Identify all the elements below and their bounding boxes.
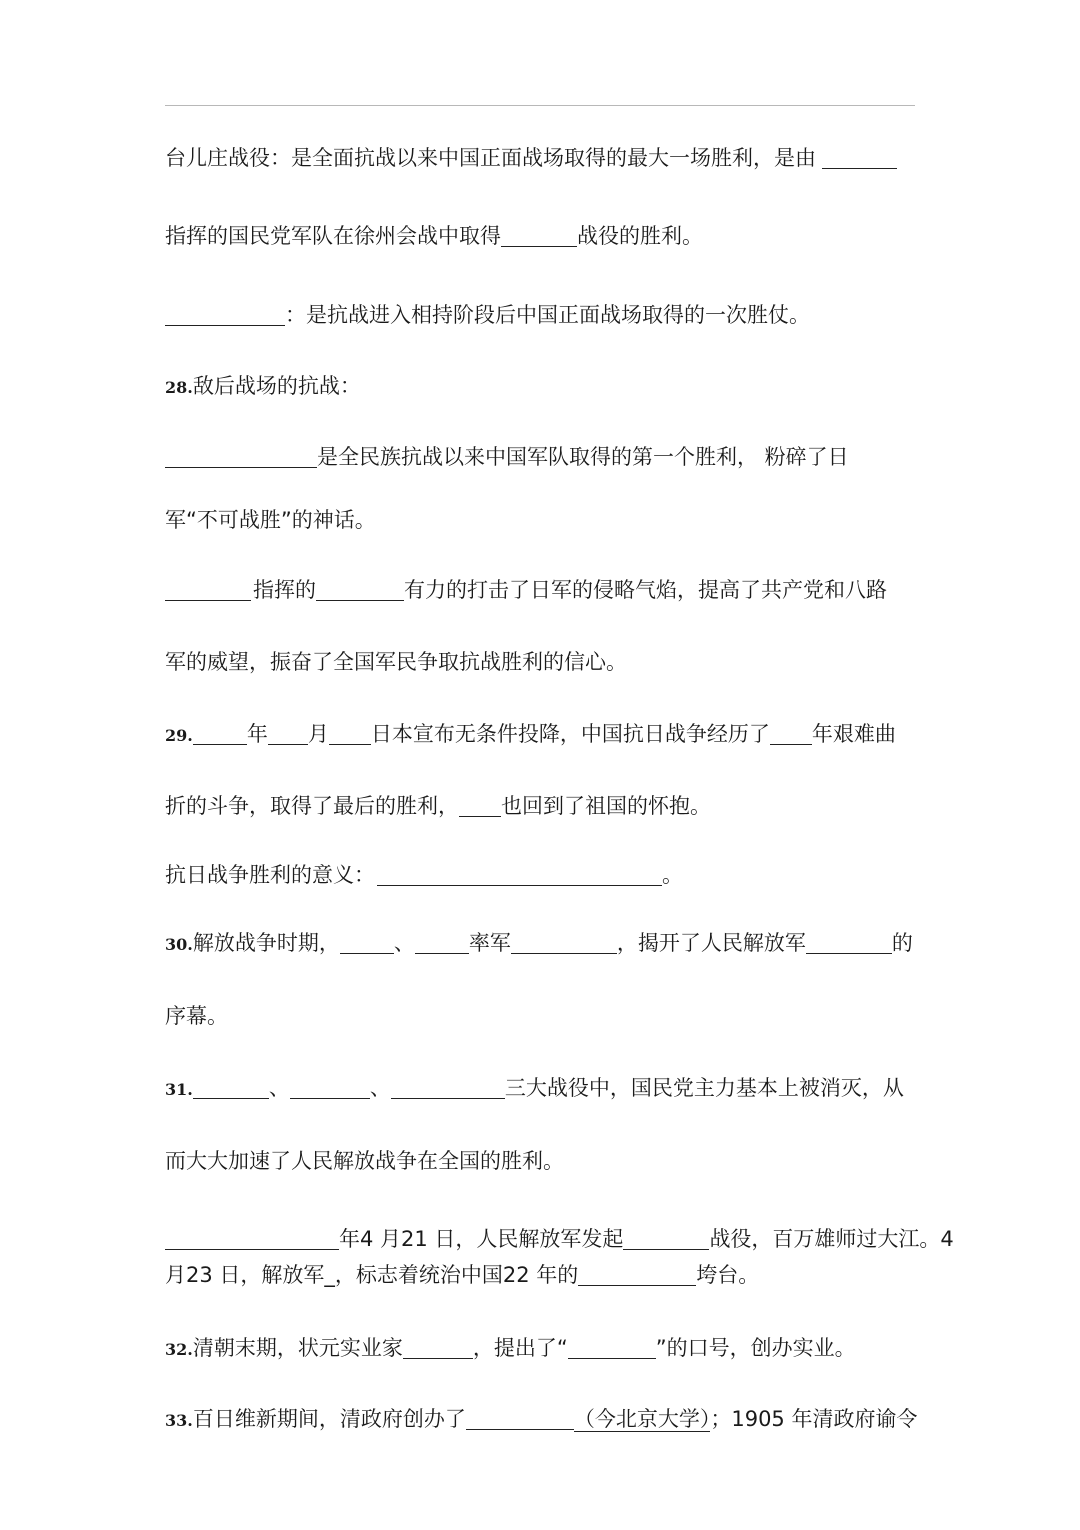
- text-segment: 军的威望，振奋了全国军民争取抗战胜利的信心。: [165, 650, 627, 674]
- text-segment: 。: [662, 863, 683, 887]
- text-segment: ”的口号，创办实业。: [655, 1336, 856, 1360]
- text-segment: 敌后战场的抗战：: [192, 374, 361, 398]
- answer-blank[interactable]: [165, 1229, 339, 1250]
- answer-blank[interactable]: [290, 1078, 370, 1099]
- answer-blank[interactable]: [165, 447, 317, 468]
- text-segment: 序幕。: [165, 1004, 228, 1028]
- header-divider: [165, 105, 915, 106]
- answer-blank[interactable]: [822, 148, 897, 169]
- text-line: [165, 862, 683, 888]
- text-segment: 折的斗争，取得了最后的胜利，: [165, 794, 459, 818]
- text-line: [165, 1003, 228, 1029]
- text-segment: 台儿庄战役：是全面抗战以来中国正面战场取得的最大一场胜利，是由: [165, 146, 816, 170]
- text-line: [165, 1226, 954, 1252]
- text-segment: 战役，百万雄师过大江。4: [709, 1227, 954, 1251]
- answer-blank[interactable]: [165, 305, 285, 326]
- answer-blank[interactable]: [193, 724, 247, 745]
- text-line: [165, 649, 627, 675]
- text-segment: 也回到了祖国的怀抱。: [501, 794, 711, 818]
- answer-blank[interactable]: [377, 865, 662, 886]
- text-segment: 百日维新期间，清政府创办了: [192, 1407, 466, 1431]
- text-line: [165, 507, 376, 533]
- question-28: [165, 373, 361, 401]
- text-segment: 年4 月21 日，人民解放军发起: [339, 1227, 624, 1251]
- text-segment: 三大战役中，国民党主力基本上被消灭，从: [504, 1076, 904, 1100]
- question-29: [165, 721, 896, 749]
- answer-blank[interactable]: [329, 724, 371, 745]
- answer-blank[interactable]: [391, 1078, 505, 1099]
- answer-blank[interactable]: [316, 580, 404, 601]
- text-segment: 抗日战争胜利的意义：: [165, 863, 375, 887]
- question-number: 29.: [165, 726, 193, 745]
- answer-blank[interactable]: [340, 933, 394, 954]
- text-segment: ：是抗战进入相持阶段后中国正面战场取得的一次胜仗。: [285, 303, 810, 327]
- text-line: [165, 145, 897, 171]
- answer-blank[interactable]: [623, 1229, 709, 1250]
- answer-blank[interactable]: [268, 724, 308, 745]
- text-line: [165, 1262, 759, 1288]
- question-number: 30.: [165, 935, 193, 954]
- text-segment: 指挥的: [253, 578, 316, 602]
- text-segment: 日本宣布无条件投降，中国抗日战争经历了: [370, 722, 770, 746]
- question-30: [165, 930, 913, 958]
- text-segment: 的: [891, 931, 913, 955]
- text-segment: 月23 日，解放军_，标志着统治中国22 年的: [165, 1263, 579, 1287]
- answer-blank[interactable]: [403, 1338, 473, 1359]
- text-segment: ，提出了“: [472, 1336, 568, 1360]
- text-line: [165, 577, 887, 603]
- answer-blank[interactable]: [806, 933, 892, 954]
- answer-blank[interactable]: [501, 226, 577, 247]
- text-segment: 垮台。: [696, 1263, 760, 1287]
- text-line: [165, 793, 711, 819]
- text-segment: 而大大加速了人民解放战争在全国的胜利。: [165, 1149, 564, 1173]
- answer-blank[interactable]: [415, 933, 469, 954]
- text-segment: 军“不可战胜”的神话。: [165, 508, 376, 532]
- text-segment: 战役的胜利。: [577, 224, 703, 248]
- text-segment: 有力的打击了日军的侵略气焰，提高了共产党和八路: [404, 578, 887, 602]
- answer-blank[interactable]: [193, 1078, 269, 1099]
- text-line: [165, 444, 849, 470]
- text-segment: ；1905 年清政府谕令: [710, 1407, 918, 1431]
- answer-blank[interactable]: [466, 1409, 574, 1430]
- text-segment: 、: [369, 1076, 391, 1100]
- text-segment: 年: [246, 722, 268, 746]
- text-segment: 、: [268, 1076, 290, 1100]
- text-segment: 年艰难曲: [811, 722, 896, 746]
- answer-blank[interactable]: [770, 724, 812, 745]
- question-31: [165, 1075, 904, 1103]
- question-33: [165, 1406, 917, 1434]
- text-segment: 率军: [468, 931, 511, 955]
- text-segment: 指挥的国民党军队在徐州会战中取得: [165, 224, 501, 248]
- answer-blank[interactable]: [568, 1338, 656, 1359]
- text-line: [165, 302, 810, 328]
- text-segment: 解放战争时期，: [192, 931, 340, 955]
- text-line: [165, 223, 703, 249]
- text-segment: 、: [393, 931, 415, 955]
- text-segment: ，揭开了人民解放军: [616, 931, 806, 955]
- text-segment: 清朝末期，状元实业家: [192, 1336, 403, 1360]
- answer-blank[interactable]: [511, 933, 617, 954]
- question-number: 33.: [165, 1411, 193, 1430]
- text-line: [165, 1148, 564, 1174]
- answer-blank[interactable]: [165, 580, 251, 601]
- question-number: 31.: [165, 1080, 193, 1099]
- text-segment: （今北京大学）: [573, 1407, 711, 1431]
- text-segment: 月: [307, 722, 329, 746]
- question-number: 28.: [165, 378, 193, 397]
- text-segment: 是全民族抗战以来中国军队取得的第一个胜利， 粉碎了日: [317, 445, 849, 469]
- question-number: 32.: [165, 1340, 193, 1359]
- answer-blank[interactable]: [459, 796, 501, 817]
- answer-blank[interactable]: [578, 1265, 696, 1286]
- question-32: [165, 1335, 856, 1363]
